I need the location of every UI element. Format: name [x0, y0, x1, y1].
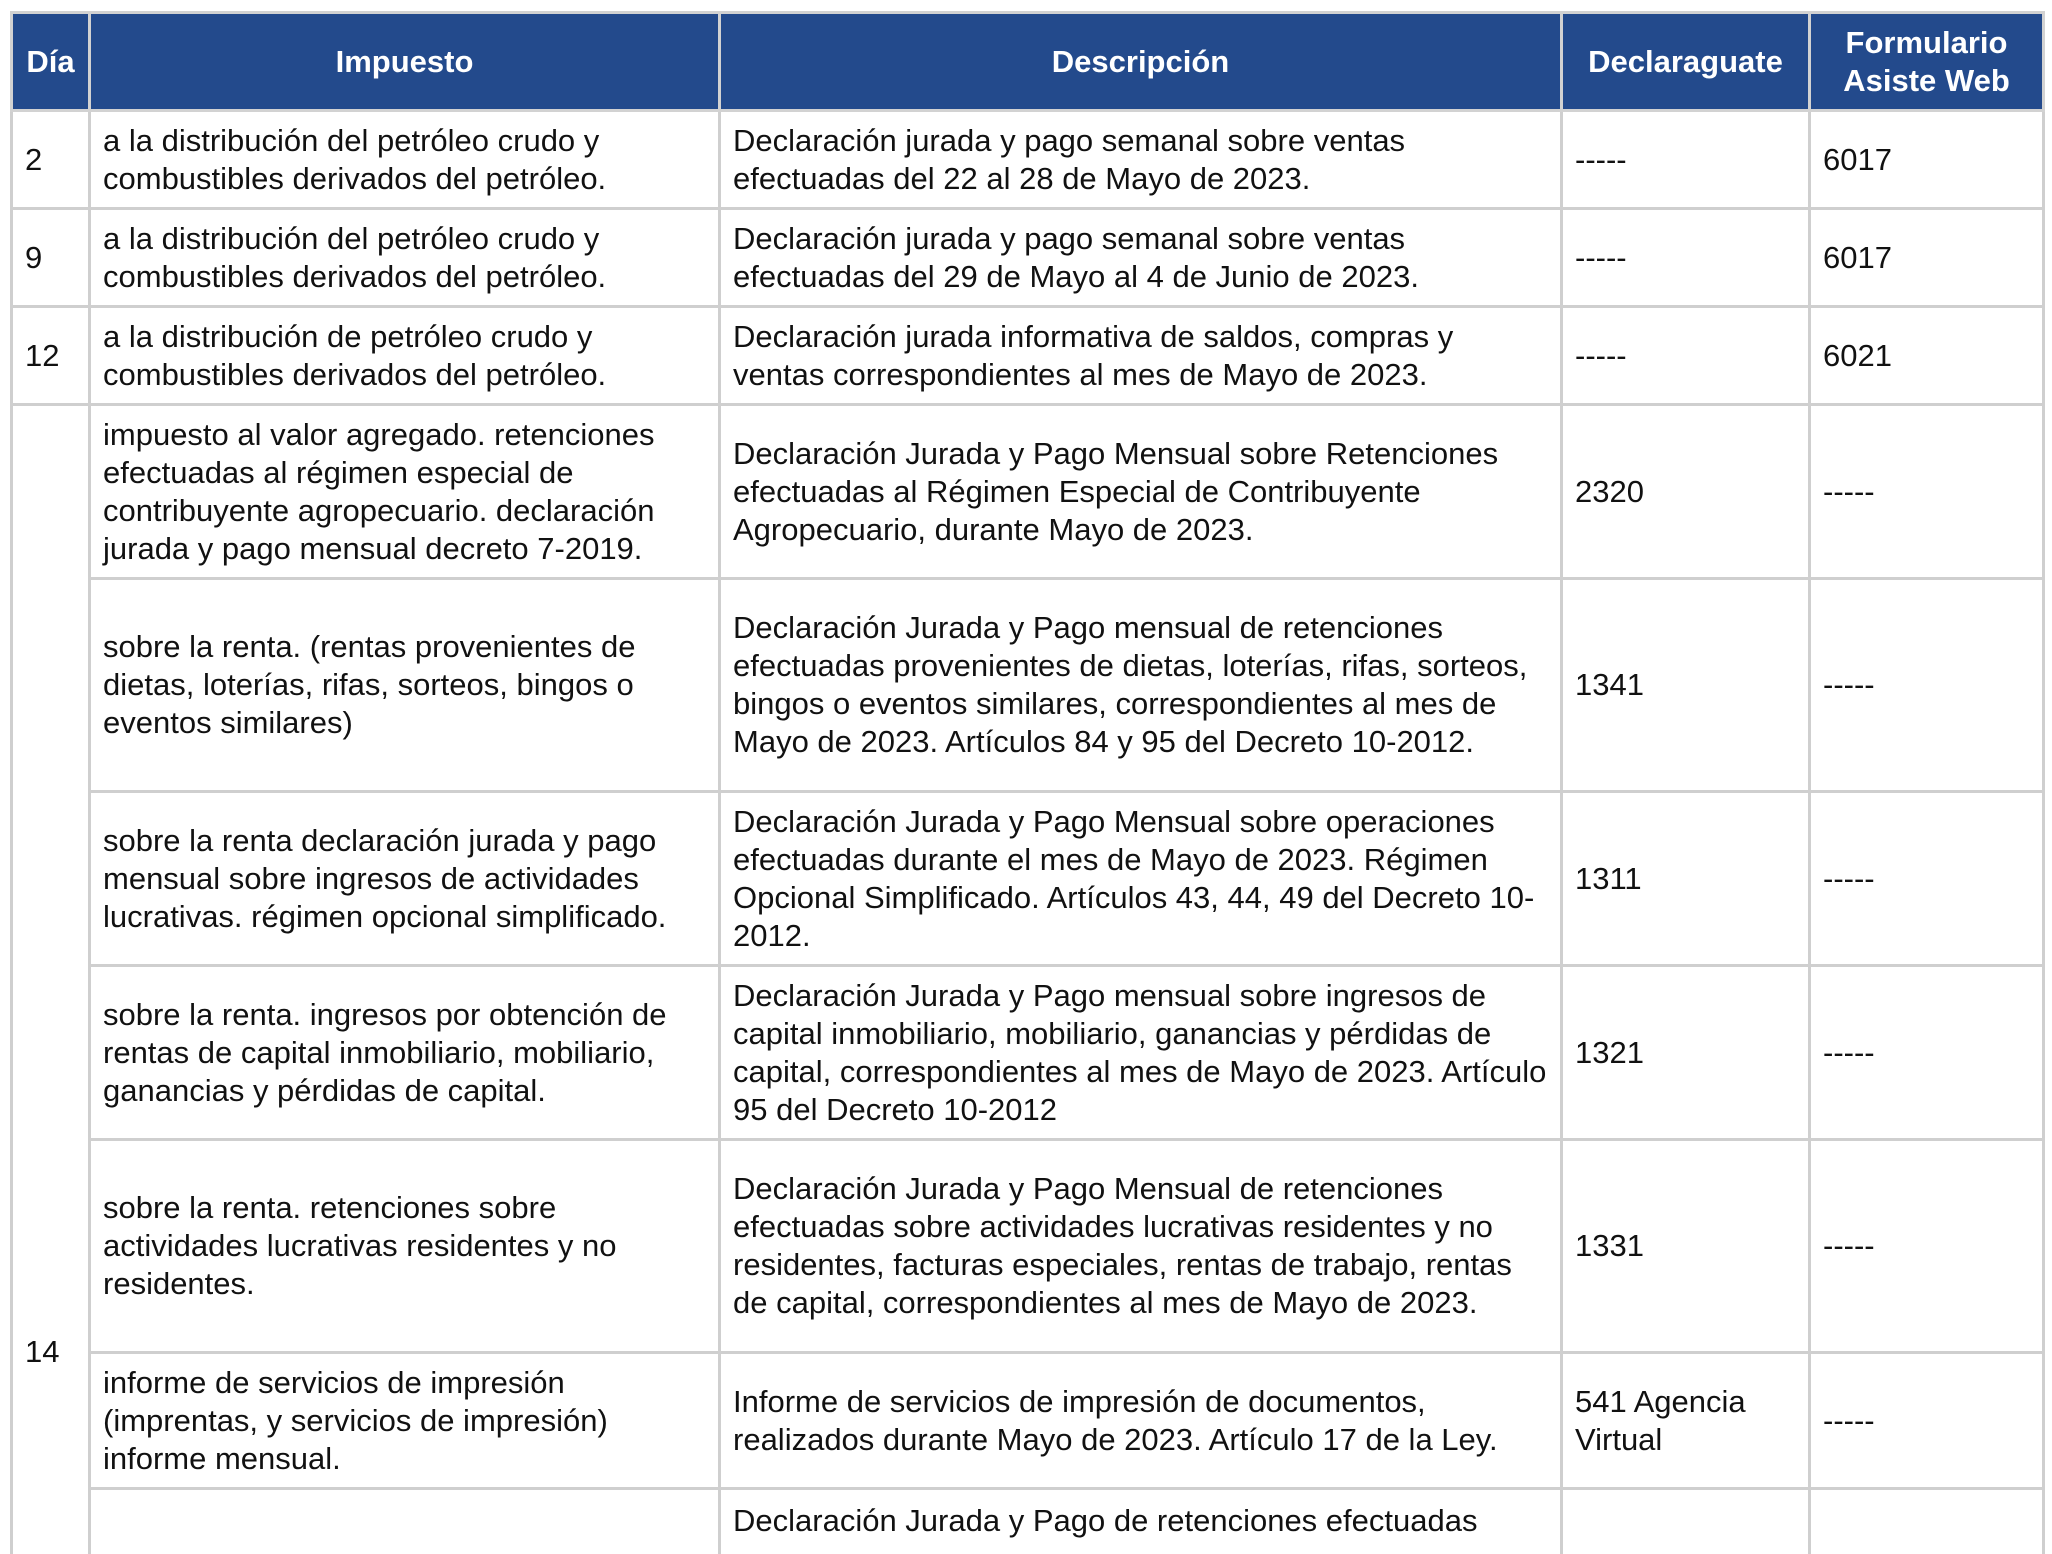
cell-formulario: ----- — [1810, 579, 2044, 792]
cell-formulario: 6021 — [1810, 307, 2044, 405]
cell-formulario — [1810, 1489, 2044, 1554]
cell-declaraguate: ----- — [1562, 209, 1810, 307]
cell-descripcion: Declaración Jurada y Pago mensual sobre ingresos de capital inmobiliario, mobiliario, ganancias y pérdidas de capital, correspondientes al mes de Mayo de 2023. Artículo 95 del Decreto 10-2012 — [720, 966, 1562, 1140]
cell-impuesto: sobre la renta. (rentas provenientes de dietas, loterías, rifas, sorteos, bingos o eventos similares) — [90, 579, 720, 792]
cell-impuesto: informe de servicios de impresión (imprentas, y servicios de impresión) informe mensual. — [90, 1353, 720, 1489]
header-impuesto: Impuesto — [90, 13, 720, 111]
cell-formulario: ----- — [1810, 405, 2044, 579]
cell-dia-merged: 14 — [12, 405, 90, 1554]
cell-formulario: ----- — [1810, 1140, 2044, 1353]
cell-descripcion: Declaración Jurada y Pago Mensual de retenciones efectuadas sobre actividades lucrativas residentes y no residentes, facturas especiales, rentas de trabajo, rentas de capital, correspondientes al mes de Mayo de 2023. — [720, 1140, 1562, 1353]
cell-impuesto: sobre la renta declaración jurada y pago mensual sobre ingresos de actividades lucrativas. régimen opcional simplificado. — [90, 792, 720, 966]
cell-impuesto: a la distribución del petróleo crudo y combustibles derivados del petróleo. — [90, 111, 720, 209]
cell-descripcion: Informe de servicios de impresión de documentos, realizados durante Mayo de 2023. Artículo 17 de la Ley. — [720, 1353, 1562, 1489]
cell-dia: 2 — [12, 111, 90, 209]
cell-formulario: ----- — [1810, 1353, 2044, 1489]
table-row — [12, 1353, 2044, 1489]
cell-descripcion: Declaración jurada informativa de saldos, compras y ventas correspondientes al mes de Mayo de 2023. — [720, 307, 1562, 405]
cell-declaraguate: 1341 — [1562, 579, 1810, 792]
cell-declaraguate: ----- — [1562, 111, 1810, 209]
cell-impuesto: impuesto al valor agregado. retenciones efectuadas al régimen especial de contribuyente agropecuario. declaración jurada y pago mensual decreto 7-2019. — [90, 405, 720, 579]
table-header-row — [12, 13, 2044, 111]
cell-descripcion: Declaración Jurada y Pago Mensual sobre operaciones efectuadas durante el mes de Mayo de 2023. Régimen Opcional Simplificado. Artículos 43, 44, 49 del Decreto 10-2012. — [720, 792, 1562, 966]
table-row — [12, 1140, 2044, 1353]
cell-descripcion: Declaración Jurada y Pago mensual de retenciones efectuadas provenientes de dietas, loterías, rifas, sorteos, bingos o eventos similares, correspondientes al mes de Mayo de 2023. Artículos 84 y 95 del Decreto 10-2012. — [720, 579, 1562, 792]
cell-impuesto: sobre la renta. ingresos por obtención de rentas de capital inmobiliario, mobiliario, ganancias y pérdidas de capital. — [90, 966, 720, 1140]
cell-formulario: ----- — [1810, 966, 2044, 1140]
tax-calendar-table — [10, 11, 2045, 1554]
table-row — [12, 111, 2044, 209]
cell-declaraguate: 541 Agencia Virtual — [1562, 1353, 1810, 1489]
table-row — [12, 966, 2044, 1140]
header-dia: Día — [12, 13, 90, 111]
cell-declaraguate: 1311 — [1562, 792, 1810, 966]
cell-formulario: 6017 — [1810, 111, 2044, 209]
cell-impuesto: sobre la renta. retenciones sobre actividades lucrativas residentes y no residentes. — [90, 1140, 720, 1353]
table-row — [12, 209, 2044, 307]
cell-impuesto: a la distribución de petróleo crudo y combustibles derivados del petróleo. — [90, 307, 720, 405]
table-row — [12, 1489, 2044, 1554]
cell-dia: 12 — [12, 307, 90, 405]
header-declaraguate: Declaraguate — [1562, 13, 1810, 111]
table-row — [12, 792, 2044, 966]
cell-descripcion: Declaración Jurada y Pago Mensual sobre Retenciones efectuadas al Régimen Especial de Contribuyente Agropecuario, durante Mayo de 2023. — [720, 405, 1562, 579]
cell-declaraguate: 1321 — [1562, 966, 1810, 1140]
cell-impuesto — [90, 1489, 720, 1554]
table-row — [12, 307, 2044, 405]
cell-descripcion: Declaración jurada y pago semanal sobre ventas efectuadas del 29 de Mayo al 4 de Junio de 2023. — [720, 209, 1562, 307]
cell-impuesto: a la distribución del petróleo crudo y combustibles derivados del petróleo. — [90, 209, 720, 307]
cell-formulario: ----- — [1810, 792, 2044, 966]
cell-descripcion: Declaración Jurada y Pago de retenciones efectuadas — [720, 1489, 1562, 1554]
cell-declaraguate: 2320 — [1562, 405, 1810, 579]
cell-declaraguate: 1331 — [1562, 1140, 1810, 1353]
cell-dia: 9 — [12, 209, 90, 307]
cell-declaraguate: ----- — [1562, 307, 1810, 405]
cell-formulario: 6017 — [1810, 209, 2044, 307]
cell-descripcion: Declaración jurada y pago semanal sobre ventas efectuadas del 22 al 28 de Mayo de 2023. — [720, 111, 1562, 209]
header-formulario: Formulario Asiste Web — [1810, 13, 2044, 111]
table-row — [12, 405, 2044, 579]
table-row — [12, 579, 2044, 792]
cell-declaraguate — [1562, 1489, 1810, 1554]
header-descripcion: Descripción — [720, 13, 1562, 111]
